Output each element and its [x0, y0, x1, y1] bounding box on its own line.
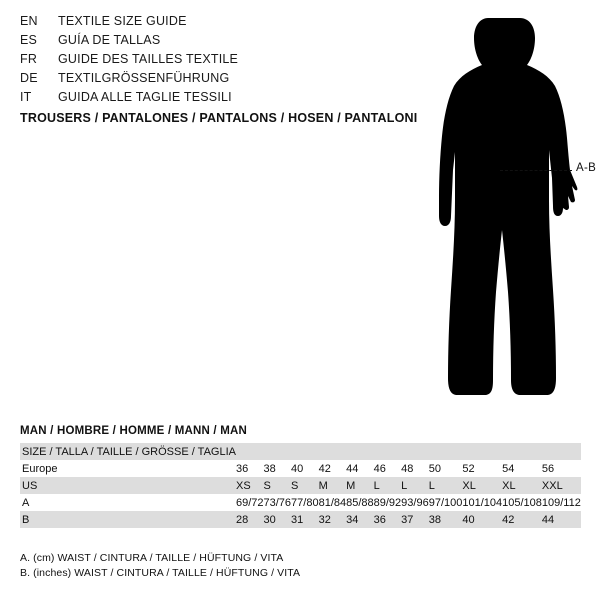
table-cell: 101/104 [462, 496, 503, 509]
male-silhouette-icon [420, 10, 590, 410]
language-title: GUIDA ALLE TAGLIE TESSILI [58, 90, 232, 104]
row-label: US [22, 479, 38, 492]
table-cell: 50 [428, 462, 441, 475]
language-row [20, 90, 400, 109]
table-row-header-label: SIZE / TALLA / TAILLE / GRÖSSE / TAGLIA [22, 445, 236, 458]
table-header-row [20, 443, 581, 460]
table-header-cell [346, 443, 374, 460]
table-cell: 48 [401, 462, 414, 475]
table-cell: 85/88 [346, 496, 374, 509]
table-cell: 37 [401, 513, 414, 526]
table-cell: XL [502, 479, 516, 492]
table-cell: 40 [291, 462, 304, 475]
table-header-cell [502, 443, 542, 460]
language-title: GUÍA DE TALLAS [58, 33, 161, 47]
language-code: DE [20, 71, 38, 85]
table-cell: M [346, 479, 356, 492]
table-cell: 28 [235, 513, 249, 526]
language-row [20, 33, 400, 52]
table-group-label: MAN / HOMBRE / HOMME / MANN / MAN [20, 425, 248, 437]
language-row [20, 52, 400, 71]
table-header-cell [264, 443, 292, 460]
table-cell: 97/100 [428, 496, 463, 509]
figure-area [400, 10, 600, 410]
table-cell: 93/96 [401, 496, 429, 509]
table-cell: 81/84 [318, 496, 347, 509]
language-code: ES [20, 33, 38, 47]
table-cell: 56 [541, 462, 555, 475]
table-cell: L [373, 479, 380, 492]
table-cell: XXL [541, 479, 563, 492]
language-title: TEXTILGRÖSSENFÜHRUNG [58, 71, 230, 85]
table-cell: 36 [235, 462, 249, 475]
table-row [20, 460, 581, 477]
table-cell: 109/112 [541, 496, 581, 509]
table-cell: 73/76 [263, 496, 292, 509]
table-cell: 36 [373, 513, 386, 526]
table-header-cell [462, 443, 502, 460]
language-code: EN [20, 14, 38, 28]
table-cell: XL [462, 479, 476, 492]
language-row [20, 14, 400, 33]
table-cell: 40 [462, 513, 475, 526]
section-title: TROUSERS / PANTALONES / PANTALONS / HOSEN / PANTALONI [20, 111, 418, 125]
measurement-line-ab [500, 170, 572, 171]
language-row [20, 71, 400, 90]
table-header-cell [401, 443, 429, 460]
table-cell: XS [235, 479, 251, 492]
table-cell: 89/92 [373, 496, 402, 509]
table-row [20, 477, 581, 494]
table-cell: L [401, 479, 408, 492]
table-header-cell [319, 443, 347, 460]
language-code: FR [20, 52, 38, 66]
table-cell: 30 [263, 513, 276, 526]
size-table [20, 443, 581, 528]
language-code: IT [20, 90, 32, 104]
row-label: A [22, 496, 30, 509]
language-list [20, 14, 400, 109]
row-label: B [22, 513, 30, 526]
table-cell: 42 [502, 513, 515, 526]
size-table-area [20, 425, 580, 528]
table-header-cell [429, 443, 463, 460]
table-header-cell [291, 443, 319, 460]
table-cell: L [428, 479, 435, 492]
table-cell: 38 [428, 513, 441, 526]
language-title: GUIDE DES TAILLES TEXTILE [58, 52, 239, 66]
table-cell: 31 [291, 513, 304, 526]
footnotes [20, 551, 300, 581]
table-row [20, 511, 581, 528]
table-cell: 34 [346, 513, 359, 526]
table-cell: 46 [373, 462, 386, 475]
row-label: Europe [22, 462, 58, 475]
table-header-cell [542, 443, 581, 460]
footnote-a: A. (cm) WAIST / CINTURA / TAILLE / HÜFTUNG / VITA [20, 552, 284, 564]
table-cell: 44 [346, 462, 359, 475]
language-title: TEXTILE SIZE GUIDE [58, 14, 187, 28]
table-cell: S [263, 479, 271, 492]
table-header-cell [374, 443, 402, 460]
table-cell: 69/72 [235, 496, 264, 509]
table-cell: 38 [263, 462, 276, 475]
measurement-label-ab: A-B [576, 162, 597, 174]
table-cell: S [291, 479, 299, 492]
footnote-b: B. (inches) WAIST / CINTURA / TAILLE / HÜFTUNG / VITA [20, 567, 301, 579]
table-cell: 42 [318, 462, 331, 475]
table-cell: M [318, 479, 328, 492]
table-cell: 44 [541, 513, 555, 526]
table-cell: 105/108 [502, 496, 542, 509]
table-cell: 32 [318, 513, 331, 526]
table-row [20, 494, 581, 511]
table-cell: 77/80 [291, 496, 319, 509]
table-cell: 52 [462, 462, 475, 475]
table-header-cell [236, 443, 264, 460]
table-cell: 54 [502, 462, 515, 475]
